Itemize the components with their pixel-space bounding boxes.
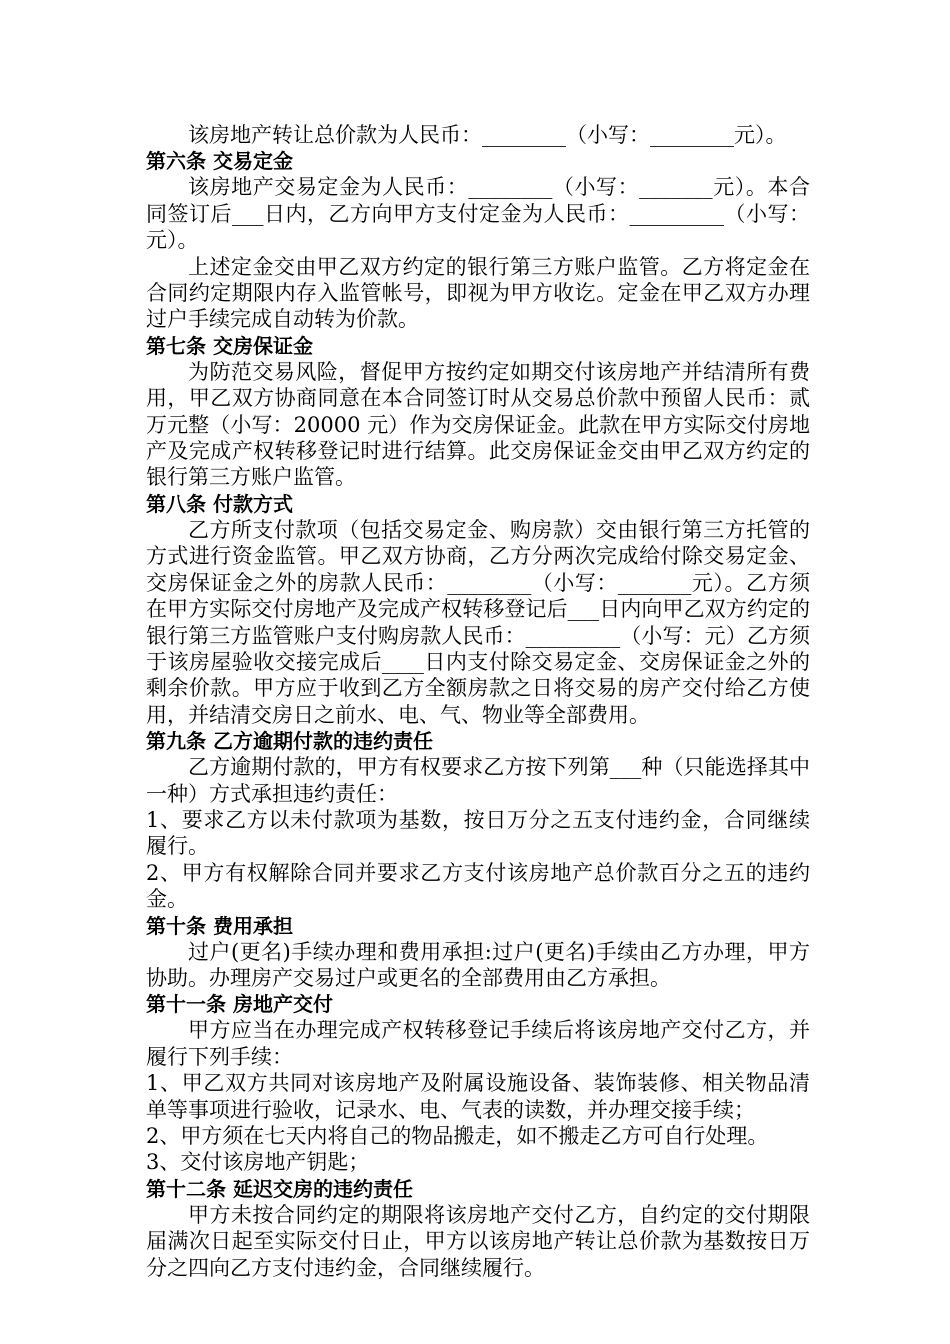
list-item-late-payment-2: 2、甲方有权解除合同并要求乙方支付该房地产总价款百分之五的违约金。 xyxy=(146,860,810,912)
heading-article-8: 第八条 付款方式 xyxy=(146,491,293,516)
paragraph-deposit-amount: 该房地产交易定金为人民币：________（小写：_______元）。本合同签订后___日内，乙方向甲方支付定金为人民币：_________（小写：元）。 xyxy=(146,175,810,253)
list-item-delivery-2: 2、甲方须在七天内将自己的物品搬走，如不搬走乙方可自行处理。 xyxy=(146,1124,769,1148)
document-page xyxy=(146,122,810,1281)
paragraph-fees: 过户(更名)手续办理和费用承担:过户(更名)手续由乙方办理，甲方协助。办理房产交易过户或更名的全部费用由乙方承担。 xyxy=(146,939,810,990)
heading-article-6: 第六条 交易定金 xyxy=(146,149,293,174)
paragraph-delivery: 甲方应当在办理完成产权转移登记手续后将该房地产交付乙方，并履行下列手续： xyxy=(146,1018,810,1069)
paragraph-deposit-custody: 上述定金交由甲乙双方约定的银行第三方账户监管。乙方将定金在合同约定期限内存入监管帐号，即视为甲方收讫。定金在甲乙双方办理过户手续完成自动转为价款。 xyxy=(146,254,810,332)
heading-article-12: 第十二条 延迟交房的违约责任 xyxy=(146,1176,413,1201)
heading-article-7: 第七条 交房保证金 xyxy=(146,333,313,358)
paragraph-late-payment: 乙方逾期付款的，甲方有权要求乙方按下列第___种（只能选择其中一种）方式承担违约责任： xyxy=(146,755,810,806)
list-item-delivery-3: 3、交付该房地产钥匙； xyxy=(146,1150,370,1175)
heading-article-9: 第九条 乙方逾期付款的违约责任 xyxy=(146,729,433,754)
paragraph-payment-method: 乙方所支付款项（包括交易定金、购房款）交由银行第三方托管的方式进行资金监管。甲乙双方协商，乙方分两次完成给付除交易定金、交房保证金之外的房款人民币：________（小写：_______元）。乙方须在甲方实际交付房地产及完成产权转移登记后___日内向甲乙双方约定的银行第三方监管账户支付购房款人民币：_________（小写：元）乙方须于该房屋验收交接完成后____日内支付除交易定金、交房保证金之外的剩余价款。甲方应于收到乙方全额房款之日将交易的房产交付给乙方使用，并结清交房日之前水、电、气、物业等全部费用。 xyxy=(146,517,810,727)
list-item-delivery-1: 1、甲乙双方共同对该房地产及附属设施设备、装饰装修、相关物品清单等事项进行验收，记录水、电、气表的读数，并办理交接手续； xyxy=(146,1071,810,1122)
heading-article-10: 第十条 费用承担 xyxy=(146,913,293,938)
list-item-late-payment-1: 1、要求乙方以未付款项为基数，按日万分之五支付违约金，合同继续履行。 xyxy=(146,807,810,859)
paragraph-handover-guarantee: 为防范交易风险，督促甲方按约定如期交付该房地产并结清所有费用，甲乙双方协商同意在本合同签订时从交易总价款中预留人民币：贰万元整（小写：20000 元）作为交房保证金。此款在甲方实际交付房地产及完成产权转移登记时进行结算。此交房保证金交由甲乙双方约定的银行第三方账户监管。 xyxy=(146,359,810,490)
paragraph-total-price: 该房地产转让总价款为人民币：________（小写：________元）。 xyxy=(188,123,787,147)
paragraph-late-delivery: 甲方未按合同约定的期限将该房地产交付乙方，自约定的交付期限届满次日起至实际交付日止，甲方以该房地产转让总价款为基数按日万分之四向乙方支付违约金，合同继续履行。 xyxy=(146,1202,810,1280)
heading-article-11: 第十一条 房地产交付 xyxy=(146,992,333,1017)
